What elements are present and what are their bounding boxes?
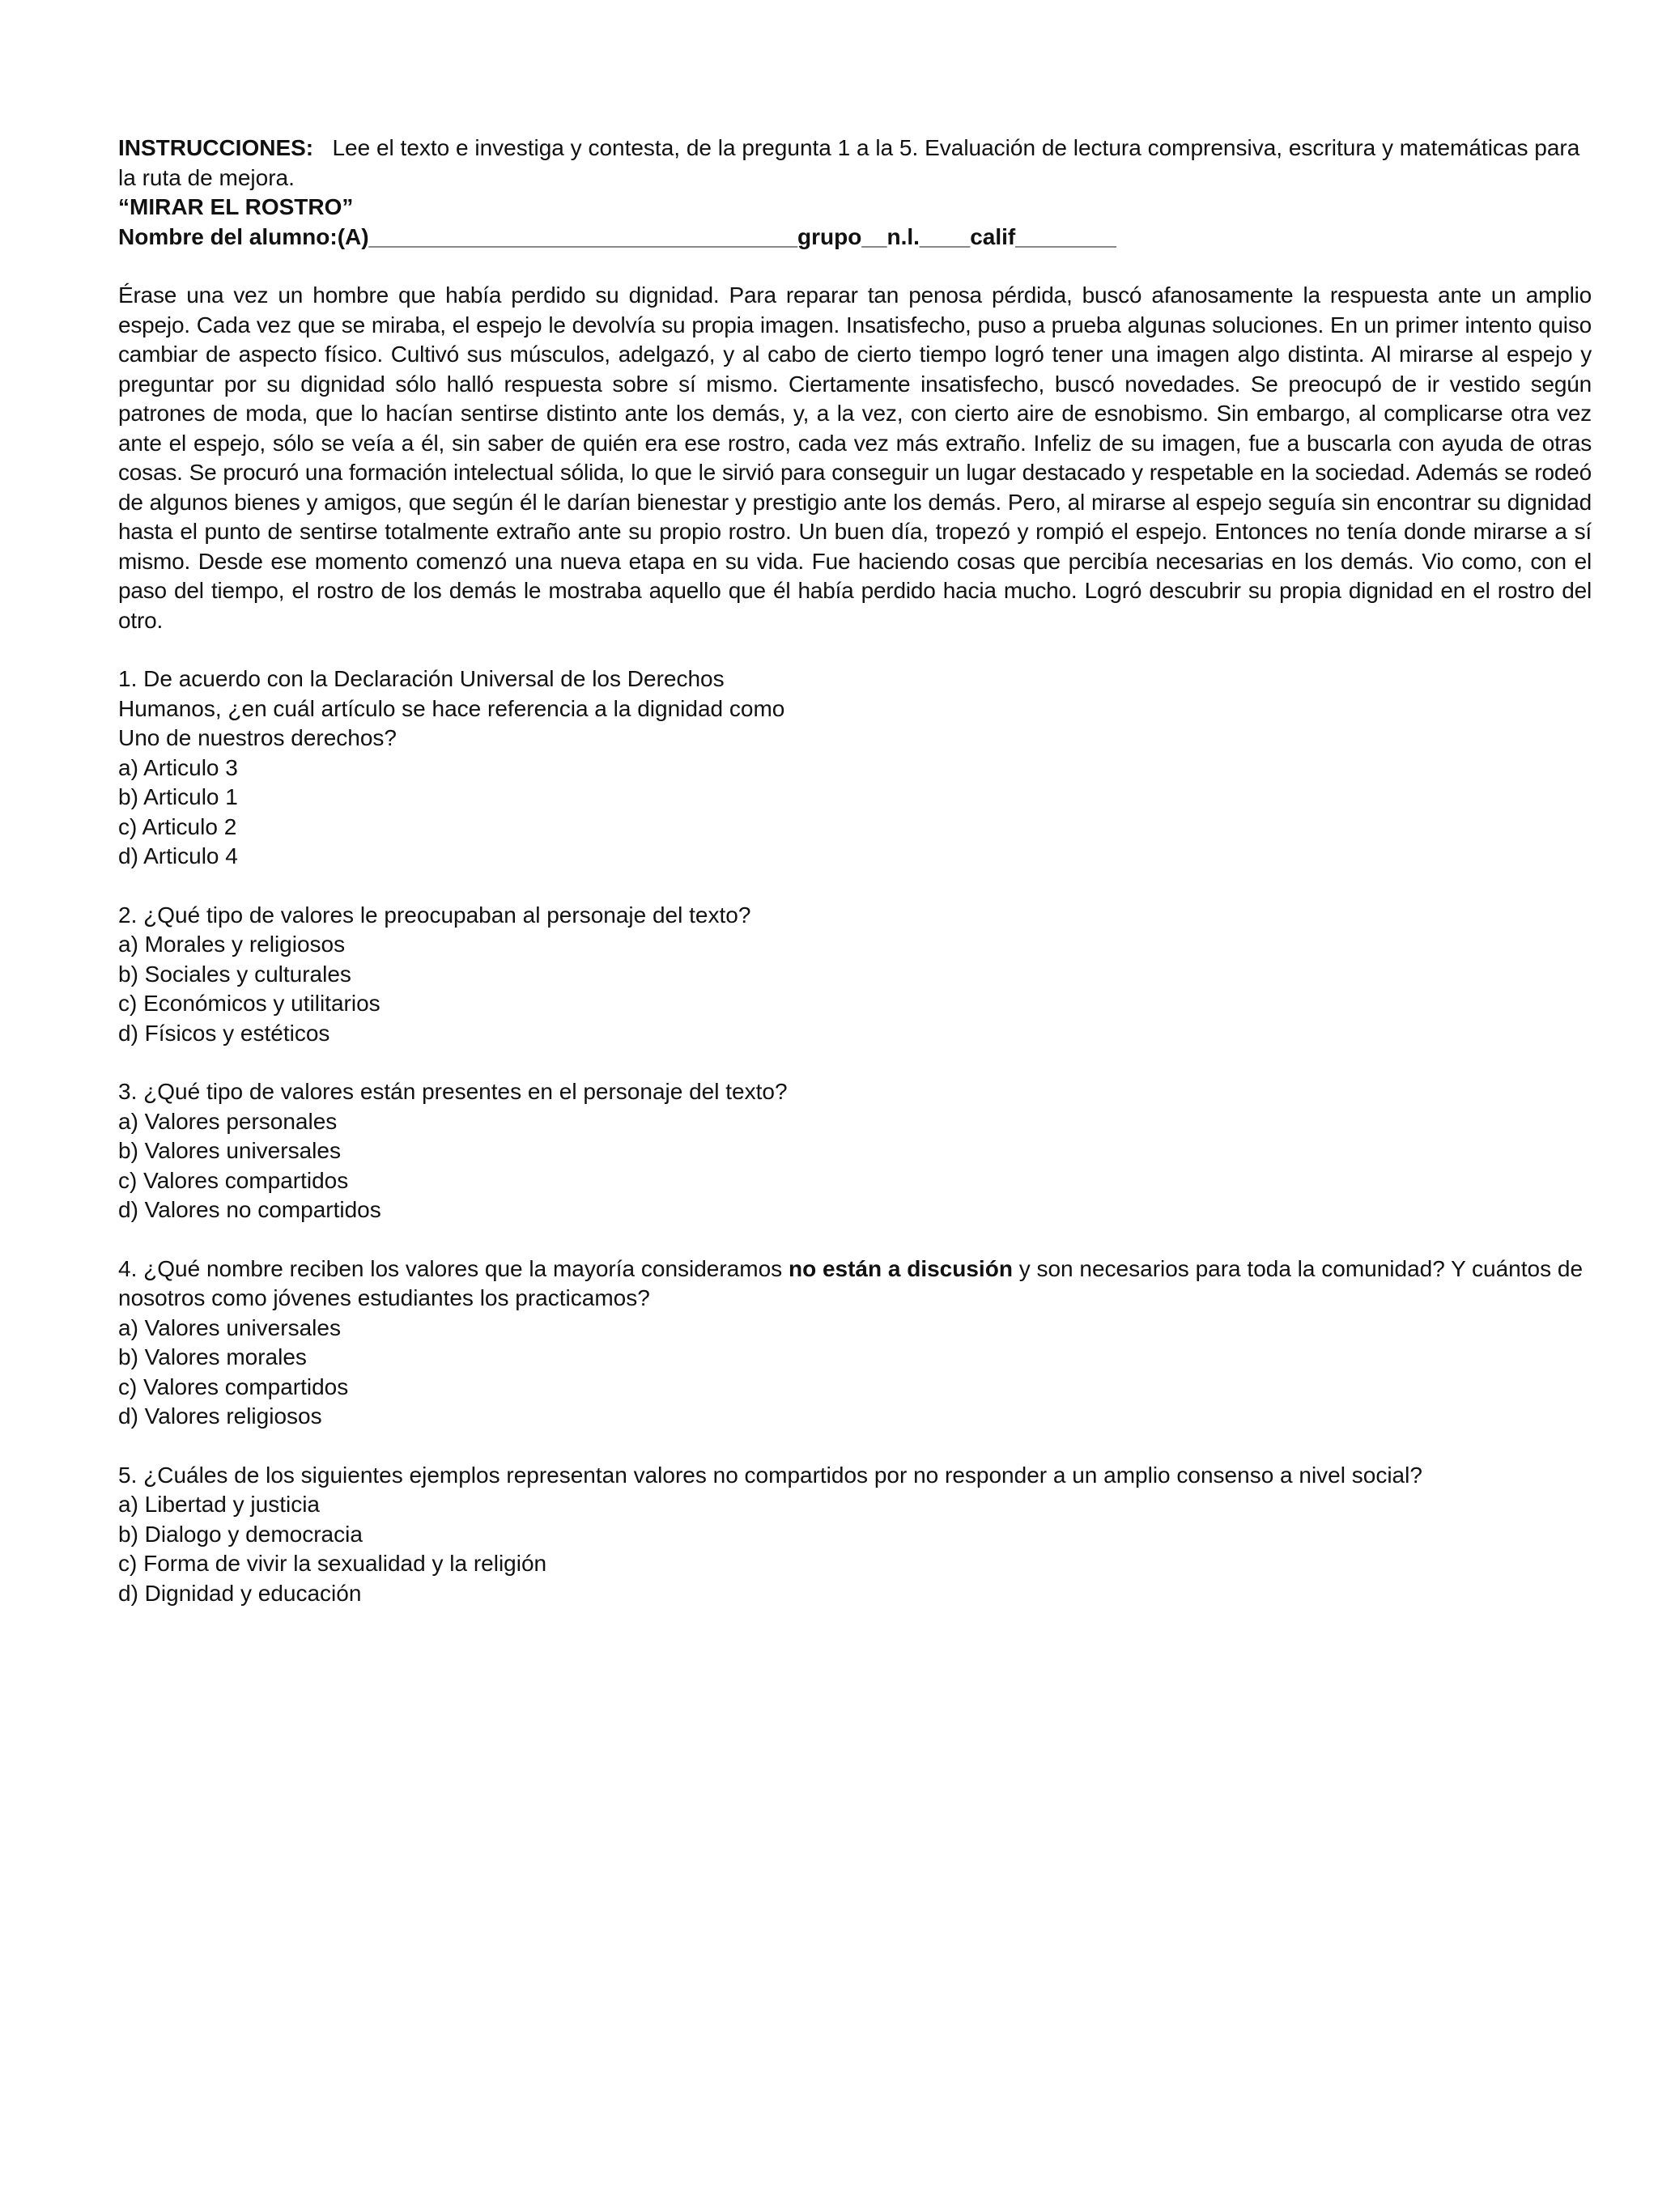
question-1	[118, 664, 1592, 872]
question-3	[118, 1077, 1592, 1225]
question-5-option-d: d) Dignidad y educación	[118, 1580, 362, 1606]
question-4-option-c: c) Valores compartidos	[118, 1373, 349, 1399]
instructions-text: Lee el texto e investiga y contesta, de la pregunta 1 a la 5. Evaluación de lectura comprensiva, escritura y matemáticas para la ruta de mejora.	[118, 135, 1580, 190]
question-2-option-d: d) Físicos y estéticos	[118, 1020, 330, 1046]
document-title: “MIRAR EL ROSTRO”	[118, 194, 354, 219]
question-3-option-a: a) Valores personales	[118, 1108, 338, 1134]
question-4-option-a: a) Valores universales	[118, 1314, 341, 1340]
instructions	[118, 134, 1592, 193]
question-4-option-d: d) Valores religiosos	[118, 1403, 322, 1429]
question-4-text-bold: no están a discusión	[788, 1255, 1013, 1281]
question-1-option-c: c) Articulo 2	[118, 813, 237, 839]
question-1-line-2: Humanos, ¿en cuál artículo se hace referencia a la dignidad como	[118, 695, 785, 721]
question-4-option-b: b) Valores morales	[118, 1344, 307, 1369]
question-5-option-c: c) Forma de vivir la sexualidad y la religión	[118, 1551, 547, 1576]
question-3-option-d: d) Valores no compartidos	[118, 1197, 381, 1222]
question-2-option-a: a) Morales y religiosos	[118, 932, 346, 957]
student-name-line: Nombre del alumno:(A)__________________________________grupo__n.l.____calif________	[118, 223, 1116, 249]
question-4-text	[118, 1255, 1592, 1314]
question-1-option-d: d) Articulo 4	[118, 843, 238, 868]
question-2-text: 2. ¿Qué tipo de valores le preocupaban al personaje del texto?	[118, 902, 751, 928]
question-4	[118, 1255, 1592, 1432]
question-4-text-after: y son necesarios para toda la comunidad? Y cuántos de nosotros como jóvenes estudiantes los practicamos?	[118, 1255, 1584, 1310]
question-5	[118, 1461, 1592, 1609]
question-1-option-a: a) Articulo 3	[118, 754, 238, 780]
question-2-option-c: c) Económicos y utilitarios	[118, 991, 380, 1016]
question-1-line-3: Uno de nuestros derechos?	[118, 725, 397, 750]
question-4-text-before: 4. ¿Qué nombre reciben los valores que la mayoría consideramos	[118, 1255, 789, 1281]
question-5-text: 5. ¿Cuáles de los siguientes ejemplos representan valores no compartidos por no responder a un amplio consenso a nivel social?	[118, 1462, 1422, 1488]
question-2-option-b: b) Sociales y culturales	[118, 961, 351, 987]
question-3-text: 3. ¿Qué tipo de valores están presentes en el personaje del texto?	[118, 1079, 788, 1104]
question-1-option-b: b) Articulo 1	[118, 784, 238, 809]
question-3-option-b: b) Valores universales	[118, 1138, 341, 1163]
story-text: Érase una vez un hombre que había perdido su dignidad. Para reparar tan penosa pérdida, buscó afanosamente la respuesta ante un amplio espejo. Cada vez que se miraba, el espejo le devolvía su propia imagen. Insatisfecho, puso a prueba algunas soluciones. En un primer intento quiso cambiar de aspecto físico. Cultivó sus músculos, adelgazó, y al cabo de cierto tiempo logró tener una imagen algo distinta. Al mirarse al espejo y preguntar por su dignidad sólo halló respuesta sobre sí mismo. Ciertamente insatisfecho, buscó novedades. Se preocupó de ir vestido según patrones de moda, que lo hacían sentirse distinto ante los demás, y, a la vez, con cierto aire de esnobismo. Sin embargo, al complicarse otra vez ante el espejo, sólo se veía a él, sin saber de quién era ese rostro, cada vez más extraño. Infeliz de su imagen, fue a buscarla con ayuda de otras cosas. Se procuró una formación intelectual sólida, lo que le sirvió para conseguir un lugar destacado y respetable en la sociedad. Además se rodeó de algunos bienes y amigos, que según él le darían bienestar y prestigio ante los demás. Pero, al mirarse al espejo seguía sin encontrar su dignidad hasta el punto de sentirse totalmente extraño ante su propio rostro. Un buen día, tropezó y rompió el espejo. Entonces no tenía donde mirarse a sí mismo. Desde ese momento comenzó una nueva etapa en su vida. Fue haciendo cosas que percibía necesarias en los demás. Vio como, con el paso del tiempo, el rostro de los demás le mostraba aquello que él había perdido hacia mucho. Logró descubrir su propia dignidad en el rostro del otro.	[118, 282, 1592, 633]
question-5-option-b: b) Dialogo y democracia	[118, 1521, 363, 1547]
question-1-line-1: 1. De acuerdo con la Declaración Universal de los Derechos	[118, 666, 725, 691]
question-3-option-c: c) Valores compartidos	[118, 1167, 349, 1193]
worksheet-page	[118, 134, 1592, 1608]
instructions-label: INSTRUCCIONES:	[118, 135, 314, 160]
question-2	[118, 901, 1592, 1049]
question-5-option-a: a) Libertad y justicia	[118, 1492, 321, 1517]
